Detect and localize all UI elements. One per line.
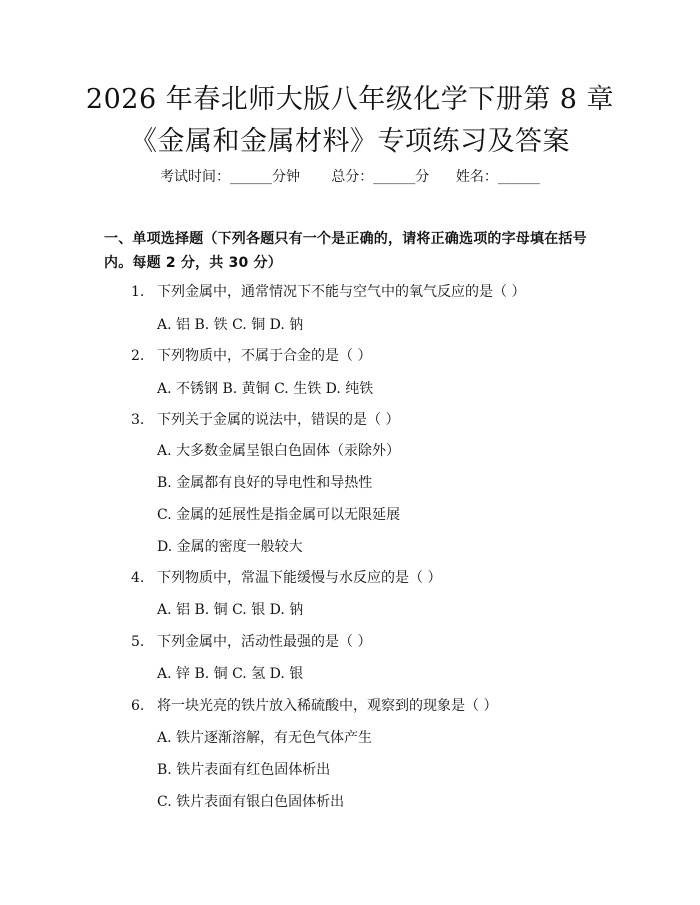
question-number: 4.	[131, 570, 145, 586]
question-3-option-c: C. 金属的延展性是指金属可以无限延展	[157, 507, 401, 523]
question-number: 2.	[131, 348, 145, 364]
question-text: 下列金属中，活动性最强的是（ ）	[157, 634, 372, 650]
question-text: 下列物质中，不属于合金的是（ ）	[157, 348, 372, 364]
question-5-options: A. 锌 B. 铜 C. 氢 D. 银	[157, 666, 304, 682]
section-heading-line2: 内。每题 2 分，共 30 分）	[104, 255, 282, 271]
question-6	[131, 696, 611, 716]
question-3	[131, 410, 611, 430]
question-text: 将一块光亮的铁片放入稀硫酸中，观察到的现象是（ ）	[157, 698, 498, 714]
question-4-options: A. 铝 B. 铜 C. 银 D. 钠	[157, 602, 304, 618]
question-text: 下列金属中，通常情况下不能与空气中的氧气反应的是（ ）	[157, 284, 526, 300]
section-heading	[104, 227, 604, 275]
question-1-options: A. 铝 B. 铁 C. 铜 D. 钠	[157, 317, 304, 333]
question-6-option-a: A. 铁片逐渐溶解，有无色气体产生	[157, 730, 373, 746]
question-1	[131, 282, 611, 302]
question-6-option-c: C. 铁片表面有银白色固体析出	[157, 794, 345, 810]
doc-title-line2: 《金属和金属材料》专项练习及答案	[130, 126, 570, 157]
question-4	[131, 568, 611, 588]
exam-meta-row	[0, 167, 700, 187]
question-2	[131, 346, 611, 366]
doc-title-line1: 2026 年春北师大版八年级化学下册第 8 章	[85, 84, 615, 115]
question-number: 1.	[131, 284, 145, 300]
question-3-option-d: D. 金属的密度一般较大	[157, 539, 303, 555]
question-5	[131, 632, 611, 652]
question-text: 下列物质中，常温下能缓慢与水反应的是（ ）	[157, 570, 442, 586]
exam-score: 总分：______分	[331, 169, 430, 185]
student-name: 姓名：______	[455, 169, 540, 185]
section-heading-line1: 一、单项选择题（下列各题只有一个是正确的，请将正确选项的字母填在括号	[104, 231, 587, 247]
question-2-options: A. 不锈钢 B. 黄铜 C. 生铁 D. 纯铁	[157, 381, 374, 397]
question-number: 6.	[131, 698, 145, 714]
exam-time: 考试时间：______分钟	[160, 169, 301, 185]
question-text: 下列关于金属的说法中，错误的是（ ）	[157, 412, 400, 428]
question-number: 3.	[131, 412, 145, 428]
question-6-option-b: B. 铁片表面有红色固体析出	[157, 762, 331, 778]
question-3-option-a: A. 大多数金属呈银白色固体（汞除外）	[157, 443, 401, 459]
question-3-option-b: B. 金属都有良好的导电性和导热性	[157, 475, 373, 491]
question-number: 5.	[131, 634, 145, 650]
